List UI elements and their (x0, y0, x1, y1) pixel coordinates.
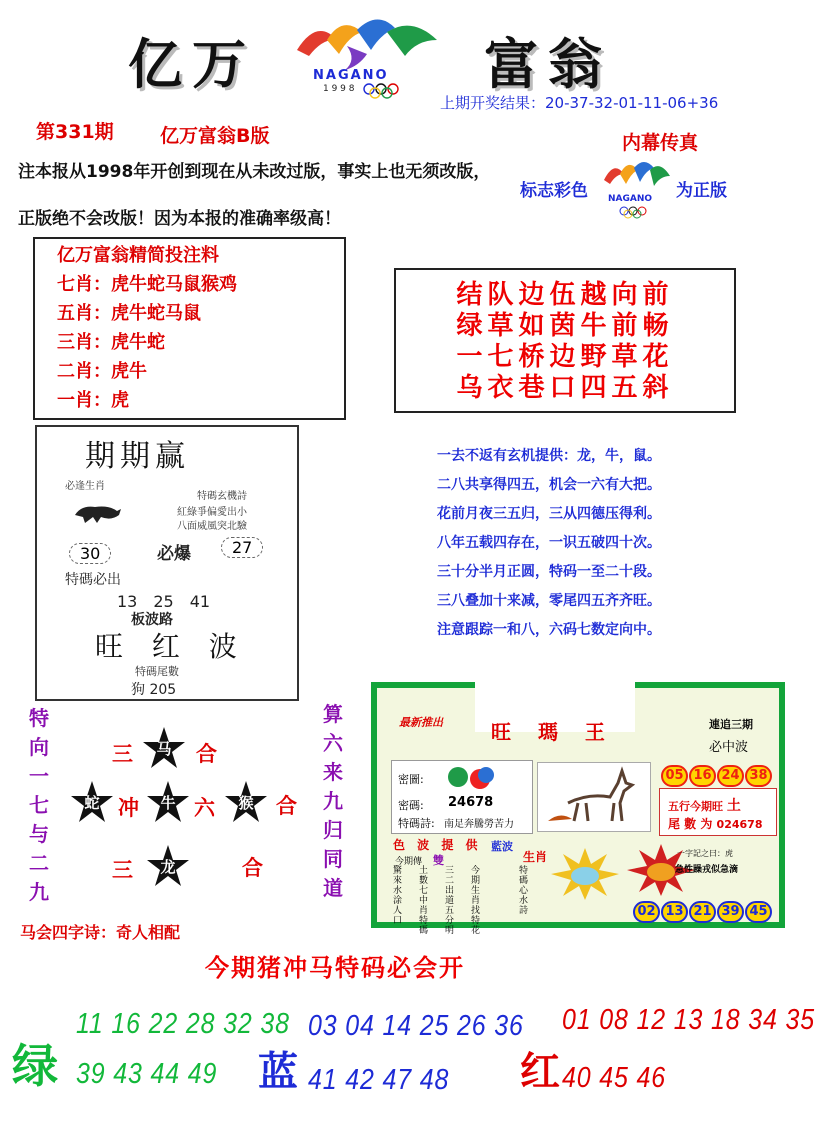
vertical-char: 二 (29, 851, 49, 875)
star-row2-a: 冲 (118, 796, 139, 820)
tail-label: 尾 數 为 (668, 817, 713, 831)
headline: 今期猪冲马特码必会开 (205, 954, 465, 982)
promo-card (371, 682, 785, 936)
picks-row: 五肖：虎牛蛇马鼠 (57, 303, 201, 324)
ball: 21 (689, 901, 716, 923)
poem-box (394, 268, 736, 413)
vertical-char: 一 (29, 764, 49, 788)
mark-left-text: 标志彩色 (520, 181, 588, 201)
zodiac-label: 生肖 (523, 850, 548, 864)
blue-line-1: 03 04 14 25 26 36 (308, 1010, 524, 1042)
brand-title-left: 亿万 (128, 32, 256, 96)
today-pass: 今期傳 (395, 857, 423, 867)
nagano-logo (287, 10, 447, 100)
col-b: 土數七中肖特碼 (419, 866, 429, 936)
blue-line-2: 41 42 47 48 (308, 1064, 450, 1096)
ball: 24 (717, 765, 744, 787)
poem-line: 结队边伍越向前 (456, 280, 674, 310)
riddle-line: 注意跟踪一和八，六码七数定向中。 (437, 622, 661, 638)
star-horse-label: 马 (156, 740, 172, 758)
ball: 38 (745, 765, 772, 787)
five-label-text: 五行今期旺 (668, 800, 723, 813)
ball: 13 (661, 901, 688, 923)
memo2: 急性躁戎似急滴 (675, 865, 739, 875)
five-label (668, 795, 741, 815)
five-panel (659, 788, 777, 836)
last-result: 上期开奖结果：20-37-32-01-11-06+36 (440, 94, 719, 112)
vertical-char: 来 (323, 760, 343, 784)
riddle-line: 二八共享得四五，机会一六有大把。 (437, 477, 661, 493)
scan-dog: 狗 205 (131, 682, 177, 698)
star-ox-label: 牛 (160, 794, 176, 812)
logo-text: NAGANO (313, 68, 389, 83)
picks-title: 亿万富翁精简投注料 (57, 245, 219, 266)
star-row3-b: 合 (242, 856, 263, 880)
scan-small-right-3: 八面威風突北驗 (177, 521, 247, 532)
col-d: 今期生肖找特花 (471, 866, 481, 936)
ball: 16 (689, 765, 716, 787)
star-row1-a: 三 (112, 742, 133, 766)
vertical-char: 七 (29, 793, 49, 817)
riddle-line: 八年五载四存在，一识五破四十次。 (437, 535, 661, 551)
tail-row (668, 815, 762, 832)
star-horse (142, 726, 186, 770)
vertical-char: 算 (323, 702, 343, 726)
poem-line: 绿草如茵牛前畅 (456, 311, 674, 341)
star-monkey-label: 猴 (238, 794, 254, 812)
ball: 02 (633, 901, 660, 923)
mark-logo (600, 154, 672, 220)
picks-row: 二肖：虎牛 (57, 361, 147, 382)
green-line-2: 39 43 44 49 (76, 1058, 218, 1090)
riddle-block (437, 442, 661, 645)
star-row2-b: 六 (194, 796, 215, 820)
col-a: 驚來水涂人口 (393, 866, 403, 926)
scan-special: 特碼必出 (65, 572, 121, 588)
five-value: 土 (726, 798, 741, 814)
scan-small-left: 必逢生肖 (65, 481, 105, 492)
right-vertical-column (320, 700, 346, 903)
red-label: 红 (520, 1049, 560, 1095)
deer-icon (538, 763, 650, 831)
picks-box (33, 237, 346, 420)
brand-title-right: 富翁 (484, 32, 612, 96)
notice-line-2: 正版绝不会改版！因为本报的准确率级高！ (18, 209, 341, 229)
star-row3-a: 三 (112, 858, 133, 882)
deer-panel (537, 762, 651, 832)
vertical-char: 九 (29, 880, 49, 904)
mark-rings-icon (618, 206, 658, 218)
ball: 45 (745, 901, 772, 923)
star-snake-label: 蛇 (84, 794, 100, 812)
riddle-line: 一去不返有玄机提供：龙，牛，鼠。 (437, 448, 661, 464)
card-three: 連追三期 (709, 718, 753, 731)
fax-title: 内幕传真 (622, 132, 699, 154)
secret-code-label: 密碼: (398, 799, 424, 812)
special-poem-label: 特碼詩: (398, 817, 435, 830)
vertical-char: 六 (323, 731, 343, 755)
star-row2-c: 合 (276, 794, 297, 818)
green-label: 绿 (12, 1039, 58, 1093)
scan-tail: 特碼尾數 (135, 665, 179, 678)
scan-must: 必爆 (157, 544, 191, 564)
star-dragon (146, 844, 190, 888)
scan-ball-left: 30 (69, 543, 111, 564)
edition-label: 亿万富翁B版 (160, 125, 270, 147)
vertical-char: 与 (29, 822, 49, 846)
scan-small-right-1: 特碼玄機詩 (197, 491, 247, 502)
ball: 39 (717, 901, 744, 923)
notice-line-1: 注本报从1998年开创到现在从未改过版，事实上也无须改版， (18, 162, 491, 182)
scan-road: 板波路 (131, 612, 173, 628)
logo-year: 1 9 9 8 (323, 84, 355, 94)
riddle-line: 花前月夜三五归，三从四德压得利。 (437, 506, 661, 522)
star-ox (146, 780, 190, 824)
picks-row: 七肖：虎牛蛇马鼠猴鸡 (57, 274, 237, 295)
vertical-char: 特 (29, 706, 49, 730)
vertical-char: 归 (323, 818, 343, 842)
vertical-char: 向 (29, 735, 49, 759)
star-row1-b: 合 (196, 742, 217, 766)
pool-balls-icon (446, 765, 496, 789)
vertical-char: 同 (323, 847, 343, 871)
scan-wave: 旺 红 波 (95, 630, 247, 663)
left-vertical-column (26, 704, 52, 907)
color-wave-label: 色 波 提 供 (393, 838, 482, 852)
issue-number: 第331期 (36, 121, 114, 143)
red-line-2: 40 45 46 (562, 1062, 666, 1094)
bottom-balls (633, 900, 773, 923)
picks-row: 三肖：虎牛蛇 (57, 332, 165, 353)
scan-title: 期期赢 (85, 439, 190, 474)
blue-wave-label: 藍波 (491, 840, 513, 853)
scan-ball-right: 27 (221, 537, 263, 558)
pass-value: 雙 (433, 854, 444, 867)
card-latest: 最新推出 (399, 716, 443, 729)
green-line-1: 11 16 22 28 32 38 (76, 1008, 290, 1040)
secret-label: 密圖: (398, 773, 424, 786)
mark-logo-text: NAGANO (608, 194, 653, 204)
blue-label: 蓝 (258, 1049, 298, 1095)
special-heart: 特碼心水詩 (519, 866, 529, 916)
riddle-line: 三十分半月正圆，特码一至二十段。 (437, 564, 661, 580)
vertical-char: 九 (323, 789, 343, 813)
star-dragon-label: 龙 (160, 858, 176, 876)
riddle-line: 三八叠加十来减，零尾四五齐齐旺。 (437, 593, 661, 609)
tiger-icon (71, 499, 125, 525)
vertical-char: 道 (323, 876, 343, 900)
memo: 一字記之曰：虎 (677, 849, 733, 858)
card-title: 旺 瑪 王 (491, 720, 615, 744)
col-c: 三二出道五分明 (445, 866, 455, 936)
special-poem: 南足奔騰勞苦力 (444, 819, 514, 830)
card-must-wave: 必中波 (709, 740, 749, 755)
secret-panel (391, 760, 533, 834)
scan-small-right-2: 紅綠爭偏愛出小 (177, 507, 247, 518)
poem-line: 一七桥边野草花 (456, 342, 674, 372)
burst-sheep-icon (549, 846, 621, 902)
tail-value: 024678 (716, 818, 763, 831)
olympic-rings-icon (361, 82, 431, 98)
picks-row: 一肖：虎 (57, 390, 129, 411)
four-char-poem: 马会四字诗：奇人相配 (20, 923, 181, 942)
star-monkey (224, 780, 268, 824)
star-snake (70, 780, 114, 824)
scan-box (35, 425, 299, 701)
top-balls (661, 764, 773, 787)
ball: 05 (661, 765, 688, 787)
mark-right-text: 为正版 (676, 181, 727, 201)
secret-code: 24678 (448, 795, 494, 810)
red-line-1: 01 08 12 13 18 34 35 (562, 1004, 815, 1036)
poem-line: 乌衣巷口四五斜 (456, 373, 674, 403)
scan-numbers: 13 25 41 (117, 592, 211, 611)
